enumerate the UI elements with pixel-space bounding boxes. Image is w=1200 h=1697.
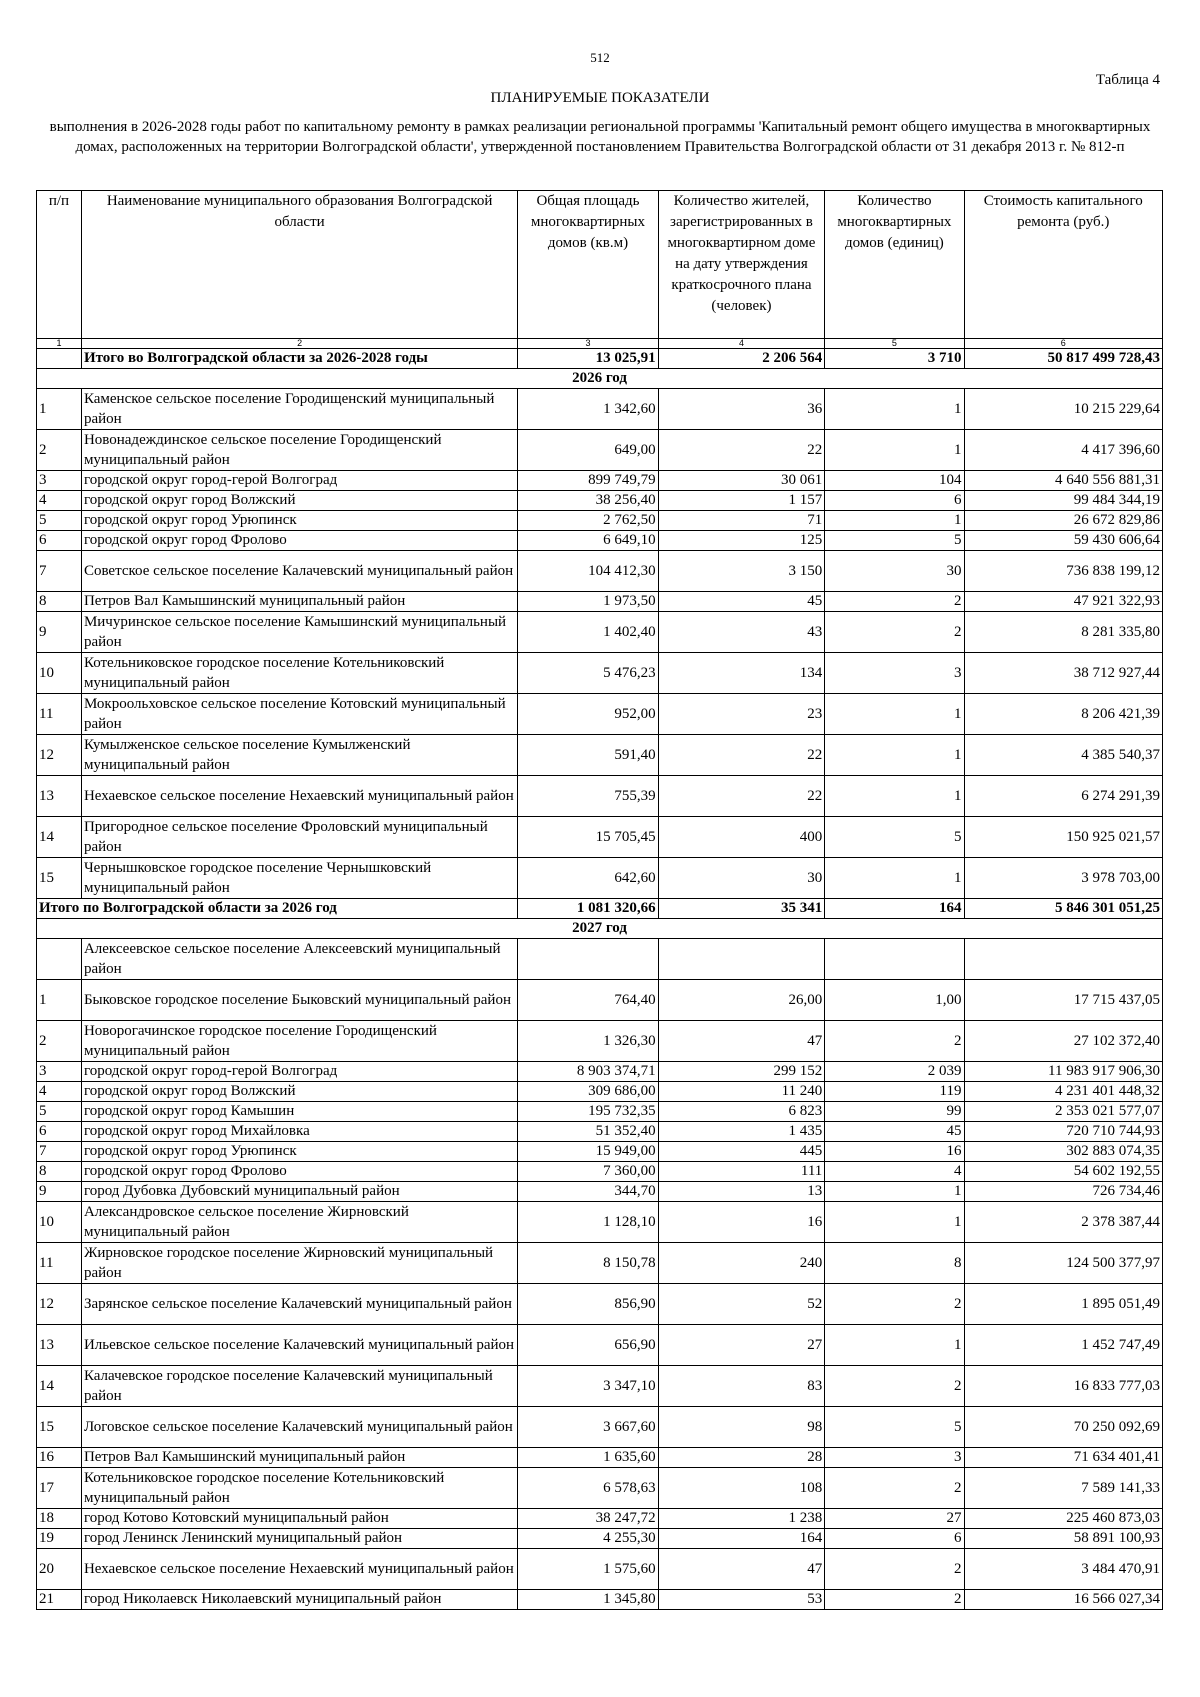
table-row (37, 1082, 1163, 1102)
row-number: 6 (37, 1122, 82, 1142)
row-area: 4 255,30 (518, 1529, 658, 1549)
table-label: Таблица 4 (1095, 72, 1160, 88)
row-houses: 2 (825, 1021, 964, 1062)
row-cost: 71 634 401,41 (964, 1448, 1163, 1468)
row-residents: 22 (658, 776, 825, 817)
row-number: 12 (37, 1284, 82, 1325)
row-area: 1 973,50 (518, 592, 658, 612)
row-number: 18 (37, 1509, 82, 1529)
row-cost: 16 566 027,34 (964, 1590, 1163, 1610)
grand-total-cost: 50 817 499 728,43 (964, 349, 1163, 369)
row-municipality: городской округ город Волжский (81, 491, 517, 511)
row-houses: 5 (825, 531, 964, 551)
table-row (37, 939, 1163, 980)
table-row (37, 1509, 1163, 1529)
row-municipality: Алексеевское сельское поселение Алексеевский муниципальный район (81, 939, 517, 980)
row-area: 649,00 (518, 430, 658, 471)
row-area (518, 939, 658, 980)
year-2027-label: 2027 год (37, 919, 1163, 939)
row-houses: 2 039 (825, 1062, 964, 1082)
row-residents: 47 (658, 1021, 825, 1062)
row-municipality: городской округ город Волжский (81, 1082, 517, 1102)
table-row (37, 1202, 1163, 1243)
row-municipality: Жирновское городское поселение Жирновский муниципальный район (81, 1243, 517, 1284)
row-number (37, 939, 82, 980)
row-municipality: городской округ город Михайловка (81, 1122, 517, 1142)
row-cost: 59 430 606,64 (964, 531, 1163, 551)
row-residents: 400 (658, 817, 825, 858)
row-area: 1 402,40 (518, 612, 658, 653)
row-houses: 2 (825, 1366, 964, 1407)
row-area: 656,90 (518, 1325, 658, 1366)
row-area: 1 326,30 (518, 1021, 658, 1062)
page-number: 512 (590, 50, 610, 65)
row-municipality: Советское сельское поселение Калачевский муниципальный район (81, 551, 517, 592)
row-municipality: Петров Вал Камышинский муниципальный район (81, 592, 517, 612)
row-area: 5 476,23 (518, 653, 658, 694)
row-number: 8 (37, 1162, 82, 1182)
table-row (37, 1468, 1163, 1509)
row-residents: 16 (658, 1202, 825, 1243)
column-index-row (37, 339, 1163, 349)
row-number: 1 (37, 980, 82, 1021)
row-municipality: Каменское сельское поселение Городищенский муниципальный район (81, 389, 517, 430)
row-houses: 2 (825, 612, 964, 653)
row-residents: 52 (658, 1284, 825, 1325)
row-number: 10 (37, 653, 82, 694)
table-row (37, 1021, 1163, 1062)
row-houses: 4 (825, 1162, 964, 1182)
row-residents: 13 (658, 1182, 825, 1202)
row-cost: 58 891 100,93 (964, 1529, 1163, 1549)
row-area: 38 256,40 (518, 491, 658, 511)
row-cost: 4 385 540,37 (964, 735, 1163, 776)
row-residents: 22 (658, 735, 825, 776)
row-cost: 47 921 322,93 (964, 592, 1163, 612)
table-row (37, 1529, 1163, 1549)
row-number: 19 (37, 1529, 82, 1549)
row-number: 13 (37, 776, 82, 817)
row-residents: 1 435 (658, 1122, 825, 1142)
document-subtitle: выполнения в 2026-2028 годы работ по капитальному ремонту в рамках реализации региональной программы 'Капитальный ремонт общего имущества в многоквартирных домах, расположенных на территории Волгоградской области', утвержденной постановлением Правительства Волгоградской области от 31 декабря 2013 г. № 812-п (49, 119, 1151, 155)
col-index: 5 (825, 339, 964, 349)
grand-total-label: Итого во Волгоградской области за 2026-2028 годы (81, 349, 517, 369)
row-residents: 30 061 (658, 471, 825, 491)
row-area: 51 352,40 (518, 1122, 658, 1142)
row-area: 6 649,10 (518, 531, 658, 551)
row-municipality: Нехаевское сельское поселение Нехаевский муниципальный район (81, 1549, 517, 1590)
row-number: 13 (37, 1325, 82, 1366)
row-municipality: Ильевское сельское поселение Калачевский муниципальный район (81, 1325, 517, 1366)
row-residents: 3 150 (658, 551, 825, 592)
row-houses: 119 (825, 1082, 964, 1102)
row-number: 7 (37, 551, 82, 592)
row-residents: 43 (658, 612, 825, 653)
table-row (37, 1182, 1163, 1202)
col-index: 3 (518, 339, 658, 349)
row-municipality: Нехаевское сельское поселение Нехаевский муниципальный район (81, 776, 517, 817)
row-municipality: Новонадеждинское сельское поселение Городищенский муниципальный район (81, 430, 517, 471)
row-residents: 240 (658, 1243, 825, 1284)
row-residents: 164 (658, 1529, 825, 1549)
row-houses: 1 (825, 430, 964, 471)
row-number: 15 (37, 1407, 82, 1448)
row-residents: 1 238 (658, 1509, 825, 1529)
row-residents: 134 (658, 653, 825, 694)
row-cost: 7 589 141,33 (964, 1468, 1163, 1509)
row-houses: 2 (825, 1549, 964, 1590)
row-cost: 54 602 192,55 (964, 1162, 1163, 1182)
row-houses: 8 (825, 1243, 964, 1284)
row-houses: 1 (825, 1182, 964, 1202)
row-residents: 28 (658, 1448, 825, 1468)
row-municipality: городской округ город-герой Волгоград (81, 471, 517, 491)
row-houses: 5 (825, 817, 964, 858)
row-number: 8 (37, 592, 82, 612)
row-number: 21 (37, 1590, 82, 1610)
row-municipality: городской округ город Урюпинск (81, 1142, 517, 1162)
grand-total-spacer (37, 349, 82, 369)
row-cost: 27 102 372,40 (964, 1021, 1163, 1062)
row-municipality: Чернышковское городское поселение Чернышковский муниципальный район (81, 858, 517, 899)
row-residents: 111 (658, 1162, 825, 1182)
row-cost: 3 484 470,91 (964, 1549, 1163, 1590)
row-cost: 4 417 396,60 (964, 430, 1163, 471)
table-row (37, 1549, 1163, 1590)
row-number: 14 (37, 1366, 82, 1407)
row-residents: 11 240 (658, 1082, 825, 1102)
row-number: 1 (37, 389, 82, 430)
table-row (37, 858, 1163, 899)
row-area: 1 128,10 (518, 1202, 658, 1243)
header-houses: Количество многоквартирных домов (единиц) (825, 191, 964, 339)
row-area: 38 247,72 (518, 1509, 658, 1529)
row-municipality: Александровское сельское поселение Жирновский муниципальный район (81, 1202, 517, 1243)
table-row (37, 491, 1163, 511)
row-residents: 22 (658, 430, 825, 471)
row-number: 17 (37, 1468, 82, 1509)
row-municipality: Петров Вал Камышинский муниципальный район (81, 1448, 517, 1468)
row-houses: 27 (825, 1509, 964, 1529)
row-cost: 302 883 074,35 (964, 1142, 1163, 1162)
year-2026-label: 2026 год (37, 369, 1163, 389)
row-number: 6 (37, 531, 82, 551)
header-row (37, 191, 1163, 339)
row-cost: 8 281 335,80 (964, 612, 1163, 653)
row-area: 1 342,60 (518, 389, 658, 430)
header-num: п/п (37, 191, 82, 339)
table-row (37, 511, 1163, 531)
row-houses: 1,00 (825, 980, 964, 1021)
row-residents: 26,00 (658, 980, 825, 1021)
row-residents: 71 (658, 511, 825, 531)
row-houses: 5 (825, 1407, 964, 1448)
row-houses: 1 (825, 1202, 964, 1243)
table-row (37, 1062, 1163, 1082)
row-houses (825, 939, 964, 980)
row-number: 11 (37, 694, 82, 735)
row-area: 591,40 (518, 735, 658, 776)
row-houses: 30 (825, 551, 964, 592)
row-area: 1 575,60 (518, 1549, 658, 1590)
header-area: Общая площадь многоквартирных домов (кв.м) (518, 191, 658, 339)
table-row (37, 471, 1163, 491)
row-cost: 225 460 873,03 (964, 1509, 1163, 1529)
row-area: 2 762,50 (518, 511, 658, 531)
table-row (37, 1284, 1163, 1325)
table-row (37, 612, 1163, 653)
table-row (37, 653, 1163, 694)
row-area: 764,40 (518, 980, 658, 1021)
row-municipality: Логовское сельское поселение Калачевский муниципальный район (81, 1407, 517, 1448)
row-residents: 125 (658, 531, 825, 551)
row-municipality: Котельниковское городское поселение Котельниковский муниципальный район (81, 1468, 517, 1509)
col-index: 1 (37, 339, 82, 349)
table-row (37, 694, 1163, 735)
row-area: 755,39 (518, 776, 658, 817)
header-cost: Стоимость капитального ремонта (руб.) (964, 191, 1163, 339)
row-municipality: городской округ город Фролово (81, 1162, 517, 1182)
row-number: 11 (37, 1243, 82, 1284)
document-title: ПЛАНИРУЕМЫЕ ПОКАЗАТЕЛИ (490, 90, 710, 106)
table-row (37, 389, 1163, 430)
row-cost: 736 838 199,12 (964, 551, 1163, 592)
row-houses: 45 (825, 1122, 964, 1142)
row-cost: 6 274 291,39 (964, 776, 1163, 817)
row-area: 344,70 (518, 1182, 658, 1202)
row-number: 3 (37, 471, 82, 491)
table-row (37, 1590, 1163, 1610)
row-municipality: Зарянское сельское поселение Калачевский муниципальный район (81, 1284, 517, 1325)
header-residents: Количество жителей, зарегистрированных в многоквартирном доме на дату утверждения краткосрочного плана (человек) (658, 191, 825, 339)
row-number: 10 (37, 1202, 82, 1243)
row-municipality: город Николаевск Николаевский муниципальный район (81, 1590, 517, 1610)
row-number: 2 (37, 1021, 82, 1062)
table-row (37, 980, 1163, 1021)
table-row (37, 817, 1163, 858)
row-municipality: Пригородное сельское поселение Фроловский муниципальный район (81, 817, 517, 858)
row-cost: 2 378 387,44 (964, 1202, 1163, 1243)
row-houses: 1 (825, 776, 964, 817)
year-2026-total-residents: 35 341 (658, 899, 825, 919)
table-row (37, 1448, 1163, 1468)
row-residents: 27 (658, 1325, 825, 1366)
row-residents: 445 (658, 1142, 825, 1162)
row-cost: 17 715 437,05 (964, 980, 1163, 1021)
row-number: 5 (37, 1102, 82, 1122)
row-houses: 2 (825, 1284, 964, 1325)
row-number: 2 (37, 430, 82, 471)
row-area: 15 949,00 (518, 1142, 658, 1162)
row-municipality: город Ленинск Ленинский муниципальный район (81, 1529, 517, 1549)
header-name: Наименование муниципального образования Волгоградской области (81, 191, 517, 339)
row-residents: 30 (658, 858, 825, 899)
year-2027-header (37, 919, 1163, 939)
table-row (37, 1142, 1163, 1162)
row-cost: 1 895 051,49 (964, 1284, 1163, 1325)
row-cost: 4 640 556 881,31 (964, 471, 1163, 491)
row-residents (658, 939, 825, 980)
row-houses: 3 (825, 653, 964, 694)
row-cost: 2 353 021 577,07 (964, 1102, 1163, 1122)
row-cost: 16 833 777,03 (964, 1366, 1163, 1407)
row-houses: 104 (825, 471, 964, 491)
row-number: 5 (37, 511, 82, 531)
row-municipality: городской округ город Урюпинск (81, 511, 517, 531)
row-area: 642,60 (518, 858, 658, 899)
col-index: 6 (964, 339, 1163, 349)
row-area: 7 360,00 (518, 1162, 658, 1182)
table-row (37, 1243, 1163, 1284)
row-residents: 299 152 (658, 1062, 825, 1082)
table-row (37, 1122, 1163, 1142)
row-cost: 38 712 927,44 (964, 653, 1163, 694)
table-row (37, 1102, 1163, 1122)
year-2026-header (37, 369, 1163, 389)
row-number: 20 (37, 1549, 82, 1590)
row-municipality: Новорогачинское городское поселение Городищенский муниципальный район (81, 1021, 517, 1062)
row-residents: 45 (658, 592, 825, 612)
row-houses: 3 (825, 1448, 964, 1468)
row-cost: 1 452 747,49 (964, 1325, 1163, 1366)
row-houses: 1 (825, 511, 964, 531)
col-index: 4 (658, 339, 825, 349)
row-houses: 16 (825, 1142, 964, 1162)
table-row (37, 430, 1163, 471)
table-row (37, 1162, 1163, 1182)
row-houses: 1 (825, 389, 964, 430)
row-houses: 6 (825, 491, 964, 511)
row-municipality: городской округ город Камышин (81, 1102, 517, 1122)
row-residents: 83 (658, 1366, 825, 1407)
row-residents: 6 823 (658, 1102, 825, 1122)
row-municipality: город Котово Котовский муниципальный район (81, 1509, 517, 1529)
row-houses: 1 (825, 1325, 964, 1366)
row-houses: 1 (825, 694, 964, 735)
year-2026-total-houses: 164 (825, 899, 964, 919)
row-area: 3 347,10 (518, 1366, 658, 1407)
year-2026-total-row (37, 899, 1163, 919)
row-residents: 36 (658, 389, 825, 430)
row-cost: 726 734,46 (964, 1182, 1163, 1202)
row-houses: 6 (825, 1529, 964, 1549)
year-2026-total-area: 1 081 320,66 (518, 899, 658, 919)
row-houses: 2 (825, 592, 964, 612)
row-houses: 1 (825, 858, 964, 899)
row-houses: 1 (825, 735, 964, 776)
row-number: 9 (37, 1182, 82, 1202)
row-houses: 99 (825, 1102, 964, 1122)
row-number: 4 (37, 491, 82, 511)
row-cost: 4 231 401 448,32 (964, 1082, 1163, 1102)
year-2026-total-cost: 5 846 301 051,25 (964, 899, 1163, 919)
row-municipality: Калачевское городское поселение Калачевский муниципальный район (81, 1366, 517, 1407)
row-number: 14 (37, 817, 82, 858)
grand-total-row (37, 349, 1163, 369)
row-area: 1 635,60 (518, 1448, 658, 1468)
row-area: 3 667,60 (518, 1407, 658, 1448)
table-row (37, 1325, 1163, 1366)
row-number: 9 (37, 612, 82, 653)
row-residents: 108 (658, 1468, 825, 1509)
row-number: 4 (37, 1082, 82, 1102)
grand-total-residents: 2 206 564 (658, 349, 825, 369)
row-municipality: городской округ город Фролово (81, 531, 517, 551)
grand-total-area: 13 025,91 (518, 349, 658, 369)
row-number: 16 (37, 1448, 82, 1468)
table-row (37, 592, 1163, 612)
table-row (37, 735, 1163, 776)
indicators-table (36, 190, 1163, 1610)
row-municipality: Котельниковское городское поселение Котельниковский муниципальный район (81, 653, 517, 694)
row-municipality: Мичуринское сельское поселение Камышинский муниципальный район (81, 612, 517, 653)
row-area: 856,90 (518, 1284, 658, 1325)
row-municipality: городской округ город-герой Волгоград (81, 1062, 517, 1082)
col-index: 2 (81, 339, 517, 349)
row-residents: 47 (658, 1549, 825, 1590)
row-municipality: Быковское городское поселение Быковский муниципальный район (81, 980, 517, 1021)
row-cost: 150 925 021,57 (964, 817, 1163, 858)
table-row (37, 531, 1163, 551)
row-area: 8 150,78 (518, 1243, 658, 1284)
row-municipality: город Дубовка Дубовский муниципальный район (81, 1182, 517, 1202)
row-residents: 1 157 (658, 491, 825, 511)
row-houses: 2 (825, 1468, 964, 1509)
row-number: 15 (37, 858, 82, 899)
row-number: 12 (37, 735, 82, 776)
row-cost (964, 939, 1163, 980)
row-cost: 124 500 377,97 (964, 1243, 1163, 1284)
table-row (37, 1366, 1163, 1407)
row-municipality: Мокроольховское сельское поселение Котовский муниципальный район (81, 694, 517, 735)
table-row (37, 776, 1163, 817)
row-cost: 26 672 829,86 (964, 511, 1163, 531)
row-number: 3 (37, 1062, 82, 1082)
row-area: 195 732,35 (518, 1102, 658, 1122)
table-row (37, 551, 1163, 592)
row-municipality: Кумылженское сельское поселение Кумылженский муниципальный район (81, 735, 517, 776)
table-row (37, 1407, 1163, 1448)
row-area: 1 345,80 (518, 1590, 658, 1610)
row-area: 15 705,45 (518, 817, 658, 858)
row-cost: 8 206 421,39 (964, 694, 1163, 735)
row-houses: 2 (825, 1590, 964, 1610)
row-area: 104 412,30 (518, 551, 658, 592)
row-cost: 3 978 703,00 (964, 858, 1163, 899)
row-residents: 23 (658, 694, 825, 735)
grand-total-houses: 3 710 (825, 349, 964, 369)
row-residents: 98 (658, 1407, 825, 1448)
row-cost: 10 215 229,64 (964, 389, 1163, 430)
row-area: 6 578,63 (518, 1468, 658, 1509)
row-cost: 11 983 917 906,30 (964, 1062, 1163, 1082)
year-2026-total-label: Итого по Волгоградской области за 2026 год (37, 899, 518, 919)
row-cost: 70 250 092,69 (964, 1407, 1163, 1448)
row-area: 8 903 374,71 (518, 1062, 658, 1082)
row-number: 7 (37, 1142, 82, 1162)
row-cost: 99 484 344,19 (964, 491, 1163, 511)
row-area: 309 686,00 (518, 1082, 658, 1102)
row-residents: 53 (658, 1590, 825, 1610)
row-cost: 720 710 744,93 (964, 1122, 1163, 1142)
row-area: 952,00 (518, 694, 658, 735)
row-area: 899 749,79 (518, 471, 658, 491)
